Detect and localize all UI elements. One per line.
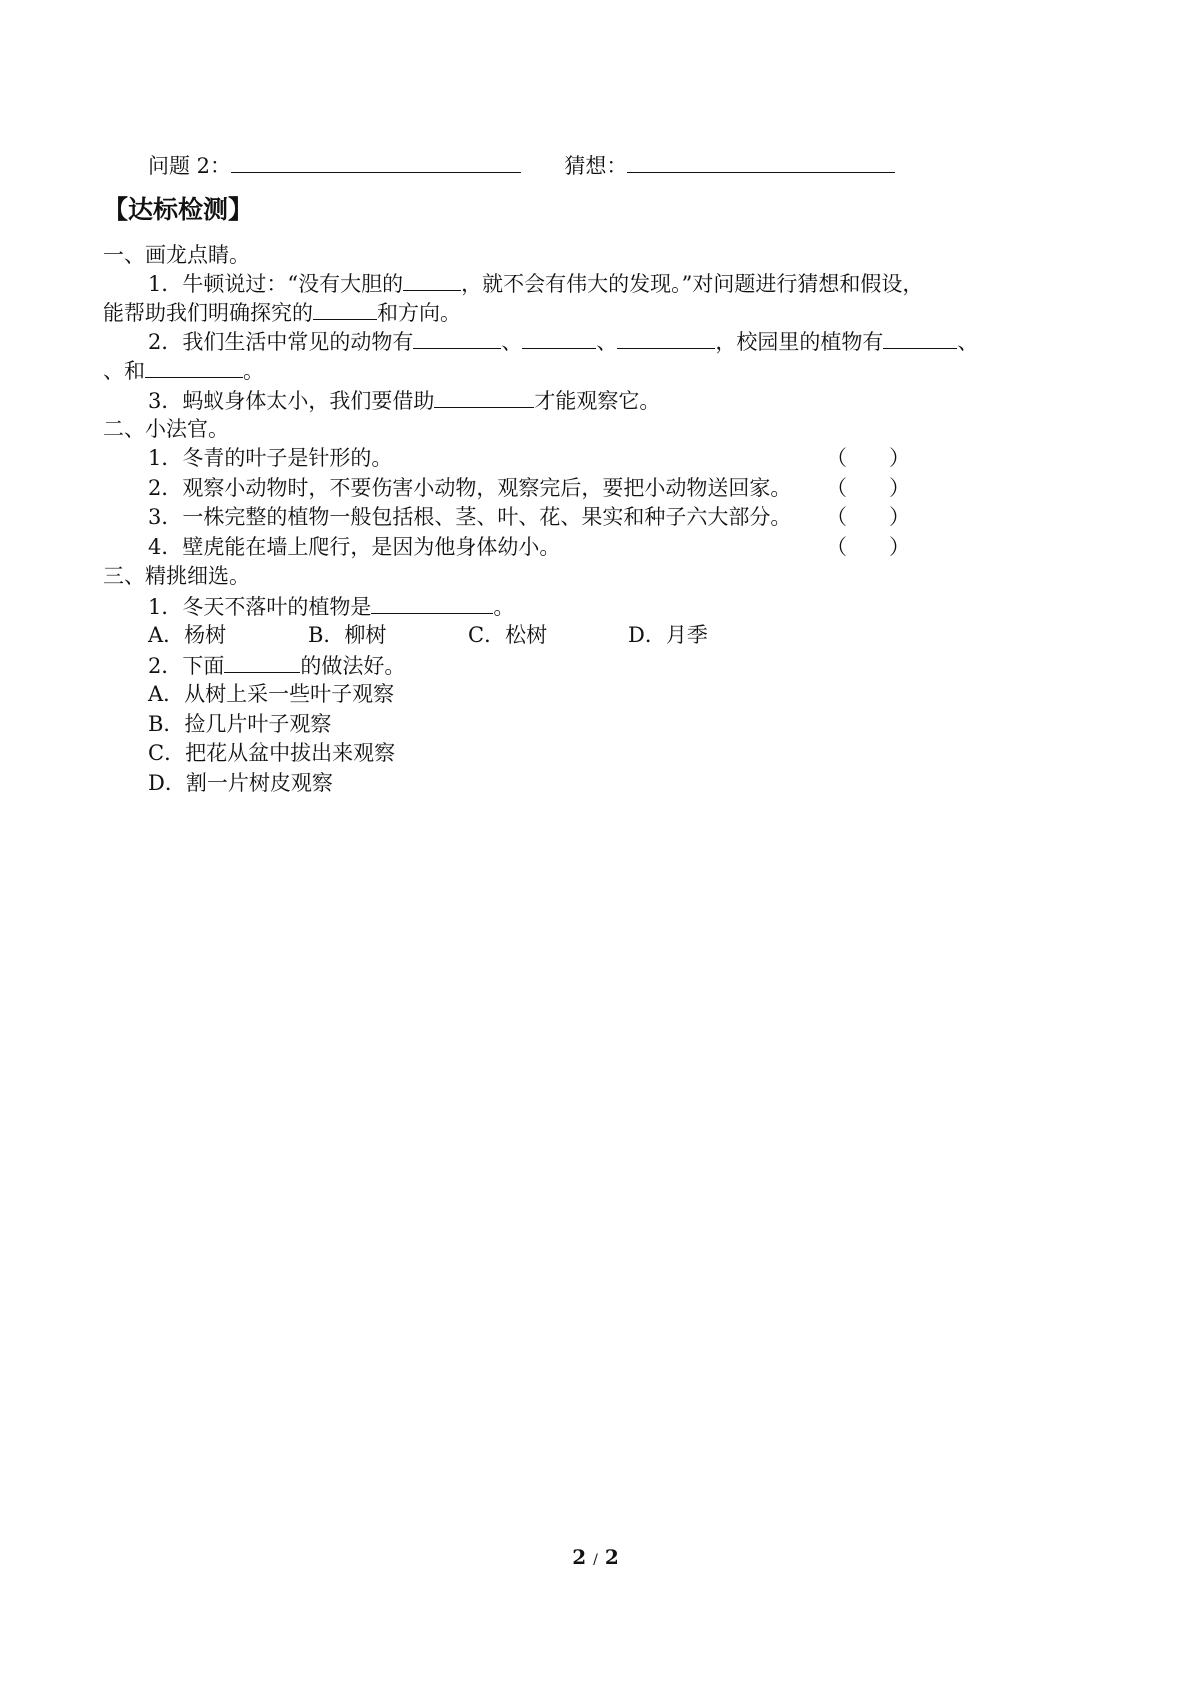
s2-item-1: 1．冬青的叶子是针形的。 <box>148 446 393 470</box>
s1-q2-sep-1: 、 <box>501 330 523 354</box>
question-2-label: 问题 2： <box>148 154 232 178</box>
s1-q2-blank-5[interactable] <box>145 355 243 378</box>
guess-label: 猜想： <box>564 154 628 178</box>
s1-q2-blank-3[interactable] <box>617 326 715 349</box>
s1-q1-text-d: 和方向。 <box>377 301 461 325</box>
s2-item-4: 4．壁虎能在墙上爬行，是因为他身体幼小。 <box>148 535 561 559</box>
s3-q1-end: 。 <box>493 595 515 619</box>
s1-q2-blank-1[interactable] <box>413 326 501 349</box>
s3-question-1-line <box>148 591 514 622</box>
s2-item-2-answer-paren[interactable]: （ ） <box>826 476 910 500</box>
page-current: 2 <box>572 1545 587 1569</box>
section-heading: 【达标检测】 <box>103 195 254 224</box>
page-total: 2 <box>604 1545 619 1569</box>
s1-q2-sep-3: 、 <box>957 330 979 354</box>
s1-q2-blank-4[interactable] <box>883 326 957 349</box>
question-2-line <box>148 150 895 181</box>
s3-q2-text-a: 2．下面 <box>148 654 225 678</box>
s1-q1-blank-1[interactable] <box>403 268 461 291</box>
s2-item-3-answer-paren[interactable]: （ ） <box>826 505 910 529</box>
s2-item-4-answer-paren[interactable]: （ ） <box>826 535 910 559</box>
s1-q3-text-b: 才能观察它。 <box>534 389 661 413</box>
s1-q1-text-c: 能帮助我们明确探究的 <box>103 301 313 325</box>
section-3-title: 三、精挑细选。 <box>103 564 250 588</box>
s3-q2-option-c[interactable]: C．把花从盆中拔出来观察 <box>148 741 396 765</box>
s3-q2-option-d[interactable]: D．割一片树皮观察 <box>148 771 333 795</box>
s1-q2-end: 。 <box>243 359 264 383</box>
s3-q1-option-a[interactable]: A．杨树 <box>148 623 227 647</box>
s3-q1-option-c[interactable]: C．松树 <box>468 623 548 647</box>
guess-blank[interactable] <box>627 150 895 173</box>
s1-q2-text-a: 2．我们生活中常见的动物有 <box>148 330 414 354</box>
s1-question-1-line-2 <box>103 297 461 328</box>
s3-q2-option-a[interactable]: A．从树上采一些叶子观察 <box>148 682 395 706</box>
s3-q1-options <box>148 620 708 650</box>
page-number <box>0 1545 1191 1569</box>
s3-q1-blank[interactable] <box>371 591 493 614</box>
question-2-blank[interactable] <box>231 150 521 173</box>
s3-q2-option-b[interactable]: B．捡几片叶子观察 <box>148 712 332 736</box>
section-2-title: 二、小法官。 <box>103 417 229 441</box>
s3-q2-text-b: 的做法好。 <box>300 654 406 678</box>
s3-q1-option-d[interactable]: D．月季 <box>628 623 708 647</box>
s2-item-3: 3．一株完整的植物一般包括根、茎、叶、花、果实和种子六大部分。 <box>148 505 792 529</box>
s1-q2-sep-2: 、 <box>596 330 618 354</box>
s2-item-1-answer-paren[interactable]: （ ） <box>826 446 910 470</box>
s1-question-1-line-1 <box>148 268 923 299</box>
s3-question-2-line <box>148 650 405 681</box>
s1-q3-text-a: 3．蚂蚁身体太小，我们要借助 <box>148 389 435 413</box>
s1-q2-blank-2[interactable] <box>522 326 596 349</box>
s3-q1-text: 1．冬天不落叶的植物是 <box>148 595 372 619</box>
s1-q2-text-c: 、和 <box>103 359 145 383</box>
s1-question-2-line-2 <box>103 355 264 386</box>
s1-q1-text-a: 1．牛顿说过：“没有大胆的 <box>148 272 404 296</box>
s1-q1-blank-2[interactable] <box>313 297 377 320</box>
page-slash: / <box>593 1552 598 1568</box>
s3-q2-blank[interactable] <box>224 650 300 673</box>
s1-q1-text-b: ，就不会有伟大的发现。”对问题进行猜想和假设， <box>461 272 924 296</box>
s3-q1-option-b[interactable]: B．柳树 <box>308 623 387 647</box>
s1-q3-blank[interactable] <box>434 385 534 408</box>
s1-q2-text-b: ，校园里的植物有 <box>715 330 884 354</box>
s1-question-3-line <box>148 385 660 416</box>
s2-item-2: 2．观察小动物时，不要伤害小动物，观察完后，要把小动物送回家。 <box>148 476 792 500</box>
s1-question-2-line-1 <box>148 326 978 357</box>
section-1-title: 一、画龙点睛。 <box>103 243 250 267</box>
